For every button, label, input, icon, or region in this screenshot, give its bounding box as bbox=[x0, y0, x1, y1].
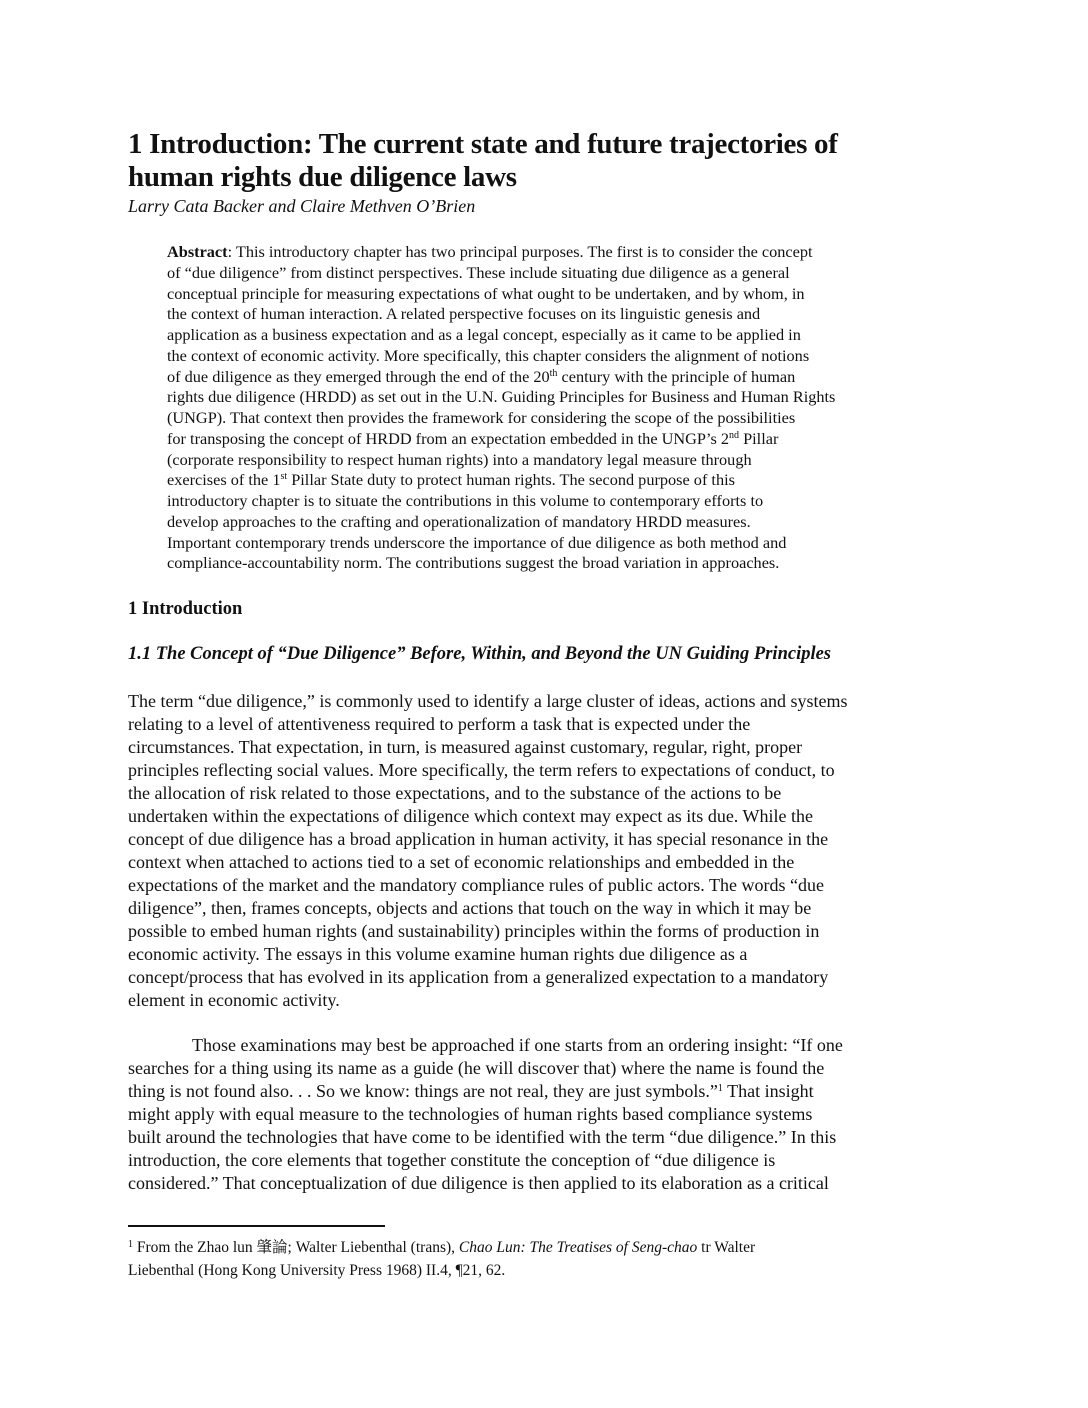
abstract-line: conceptual principle for measuring expectations of what ought to be undertaken, and by whom, in bbox=[167, 283, 805, 303]
abstract-line: application as a business expectation and as a legal concept, especially as it came to be applied in bbox=[167, 325, 801, 344]
abstract-line: exercises of the 1st Pillar State duty to protect human rights. The second purpose of this bbox=[167, 470, 735, 490]
paragraph-line: Those examinations may best be approached if one starts from an ordering insight: “If one bbox=[192, 1035, 843, 1055]
paragraph-line: searches for a thing using its name as a guide (he will discover that) where the name is found the bbox=[128, 1058, 825, 1078]
abstract-line: for transposing the concept of HRDD from an expectation embedded in the UNGP’s 2nd Pillar bbox=[167, 428, 779, 448]
abstract bbox=[167, 242, 927, 574]
paragraph-line: element in economic activity. bbox=[128, 990, 340, 1010]
paragraph-line: context when attached to actions tied to a set of economic relationships and embedded in the bbox=[128, 852, 795, 872]
abstract-line: Abstract: This introductory chapter has two principal purposes. The first is to consider the concept bbox=[167, 242, 813, 261]
section-heading: 1 Introduction bbox=[128, 599, 243, 619]
paragraph-line: concept of due diligence has a broad application in human activity, it has special resonance in the bbox=[128, 829, 829, 849]
abstract-label: Abstract bbox=[167, 242, 228, 261]
paragraph-line: undertaken within the expectations of diligence which context may expect as its due. While the bbox=[128, 806, 813, 826]
chapter-title bbox=[128, 128, 968, 194]
footnote-line: Liebenthal (Hong Kong University Press 1968) II.4, ¶21, 62. bbox=[128, 1262, 506, 1279]
paragraph-1 bbox=[128, 690, 968, 1012]
abstract-line: rights due diligence (HRDD) as set out in the U.N. Guiding Principles for Business and Human Rights bbox=[167, 387, 836, 407]
paragraph-line: introduction, the core elements that together constitute the conception of “due diligence is bbox=[128, 1150, 776, 1170]
paragraph-line: economic activity. The essays in this volume examine human rights due diligence as a bbox=[128, 944, 748, 964]
paragraph-line: concept/process that has evolved in its application from a generalized expectation to a mandatory bbox=[128, 967, 829, 987]
paragraph-line: The term “due diligence,” is commonly used to identify a large cluster of ideas, actions and systems bbox=[128, 691, 848, 711]
abstract-line: of “due diligence” from distinct perspectives. These include situating due diligence as a general bbox=[167, 262, 790, 282]
paragraph-line: diligence”, then, frames concepts, objects and actions that touch on the way in which it may be bbox=[128, 898, 812, 918]
footnote-reference[interactable]: 1 bbox=[717, 1083, 723, 1094]
paragraph-line: possible to embed human rights (and sustainability) principles within the forms of production in bbox=[128, 921, 820, 941]
footnote-line: $^1$ From the Zhao lun 肇論; Walter Liebenthal (trans), Chao Lun: The Treatises of Seng-chao tr Walter bbox=[128, 1239, 756, 1256]
chapter-title-line-2: human rights due diligence laws bbox=[128, 161, 517, 193]
paragraph-2 bbox=[128, 1034, 968, 1195]
paragraph-line: expectations of the market and the mandatory compliance rules of public actors. The words “due bbox=[128, 875, 824, 895]
paragraph-line: built around the technologies that have come to be identified with the term “due diligence.” In this bbox=[128, 1127, 837, 1147]
paragraph-line: thing is not found also. . . So we know: things are not real, they are just symbols.”$^1$ That insight bbox=[128, 1081, 814, 1101]
footnote-book-title: Chao Lun: The Treatises of Seng-chao bbox=[458, 1239, 698, 1256]
abstract-line: of due diligence as they emerged through the end of the 20th century with the principle of human bbox=[167, 366, 796, 386]
abstract-line: (corporate responsibility to respect human rights) into a mandatory legal measure through bbox=[167, 449, 752, 469]
paragraph-line: principles reflecting social values. More specifically, the term refers to expectations of conduct, to bbox=[128, 760, 835, 780]
paragraph-line: might apply with equal measure to the technologies of human rights based compliance systems bbox=[128, 1104, 813, 1124]
authors: Larry Cata Backer and Claire Methven O’Brien bbox=[128, 196, 476, 216]
paragraph-line: relating to a level of attentiveness required to perform a task that is expected under the bbox=[128, 714, 751, 734]
paragraph-line: the allocation of risk related to those expectations, and to the substance of the actions to be bbox=[128, 783, 782, 803]
abstract-line: introductory chapter is to situate the contributions in this volume to contemporary efforts to bbox=[167, 491, 764, 510]
footnote-marker: 1 bbox=[128, 1239, 133, 1250]
abstract-line: compliance-accountability norm. The contributions suggest the broad variation in approaches. bbox=[167, 553, 780, 573]
paragraph-line: circumstances. That expectation, in turn, is measured against customary, regular, right, proper bbox=[128, 737, 803, 757]
footnote-1 bbox=[128, 1236, 948, 1282]
abstract-line: develop approaches to the crafting and operationalization of mandatory HRDD measures. bbox=[167, 511, 751, 531]
chapter-title-line-1: 1 Introduction: The current state and future trajectories of bbox=[128, 128, 838, 160]
abstract-line: (UNGP). That context then provides the framework for considering the scope of the possibilities bbox=[167, 408, 796, 427]
abstract-line: Important contemporary trends underscore the importance of due diligence as both method and bbox=[167, 532, 787, 552]
subsection-heading: 1.1 The Concept of “Due Diligence” Before, Within, and Beyond the UN Guiding Principles bbox=[128, 644, 832, 664]
abstract-line: the context of economic activity. More specifically, this chapter considers the alignment of notions bbox=[167, 345, 810, 365]
footnote-separator bbox=[128, 1225, 385, 1227]
paragraph-line: considered.” That conceptualization of due diligence is then applied to its elaboration as a critical bbox=[128, 1173, 829, 1193]
abstract-line: the context of human interaction. A related perspective focuses on its linguistic genesis and bbox=[167, 304, 761, 324]
